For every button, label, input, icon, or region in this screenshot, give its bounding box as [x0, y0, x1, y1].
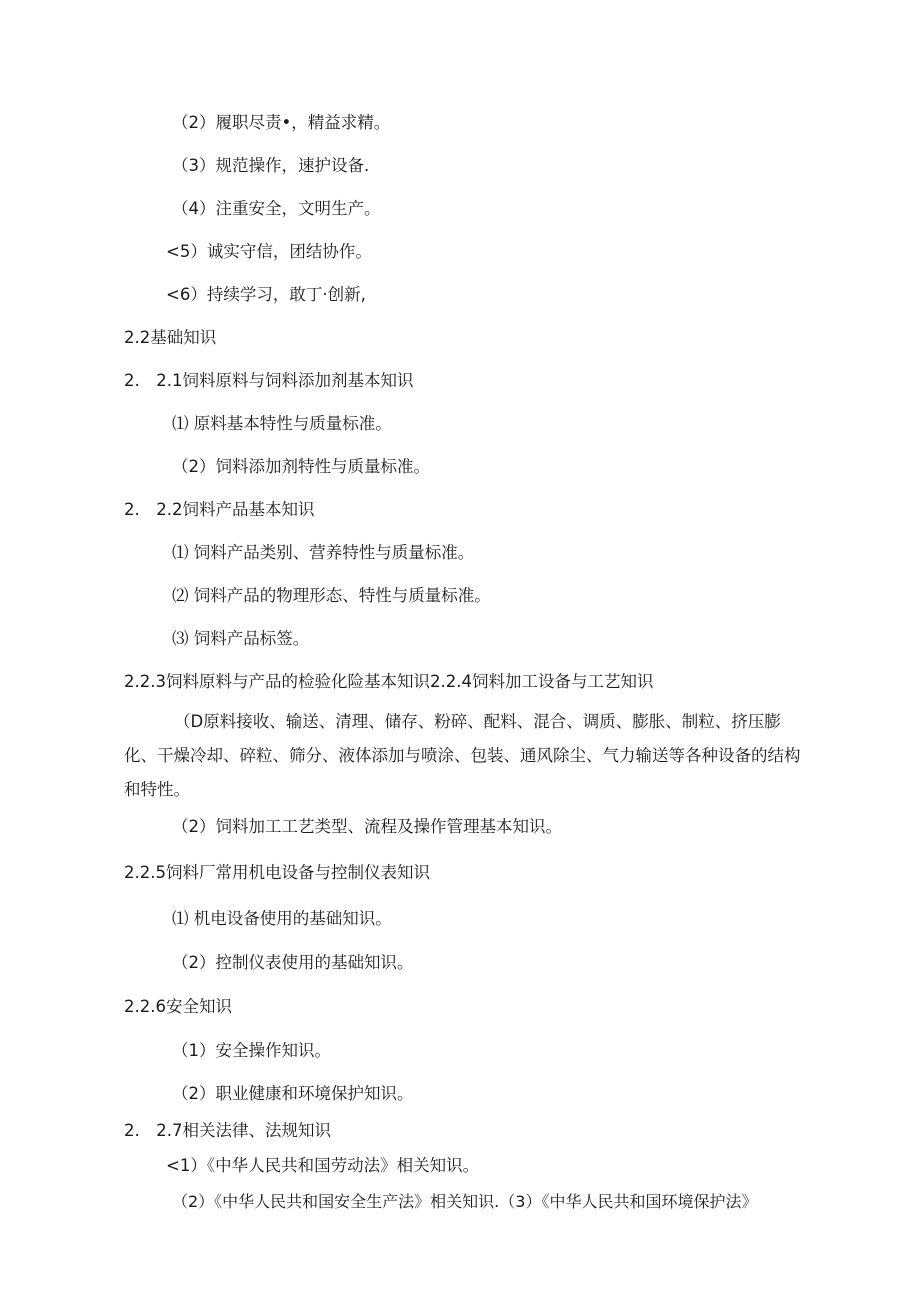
- paragraph: （D原料接收、输送、清理、储存、粉碎、配料、混合、调质、膨胀、制粒、挤压膨化、干燥冷却、碎粒、筛分、液体添加与喷涂、包装、通风除尘、气力输送等各种设备的结构和特性。: [124, 712, 801, 799]
- list-item: （2）控制仪表使用的基础知识。: [172, 953, 414, 972]
- list-item: ⑴ 饲料产品类别、营养特性与质量标准。: [172, 543, 475, 562]
- list-item: （4）注重安全，文明生产。: [172, 199, 381, 218]
- list-item: （1）安全操作知识。: [172, 1041, 331, 1060]
- section-heading: 2.2基础知识: [124, 328, 217, 347]
- subsection-heading: 2. 2.7相关法律、法规知识: [124, 1121, 331, 1140]
- list-item: （2）饲料加工工艺类型、流程及操作管理基本知识。: [172, 817, 562, 836]
- subsection-heading: 2. 2.2饲料产品基本知识: [124, 500, 315, 519]
- list-item: （2）履职尽责•，精益求精。: [172, 113, 391, 132]
- list-item: ⑶ 饲料产品标签。: [172, 629, 310, 648]
- list-item: ⑴ 原料基本特性与质量标准。: [172, 414, 392, 433]
- list-item: （2）饲料添加剂特性与质量标准。: [172, 457, 430, 476]
- list-item: （2）《中华人民共和国安全生产法》相关知识.（3）《中华人民共和国环境保护法》: [172, 1192, 758, 1211]
- list-item: ⑵ 饲料产品的物理形态、特性与质量标准。: [172, 586, 491, 605]
- list-item: （2）职业健康和环境保护知识。: [172, 1084, 414, 1103]
- subsection-heading: 2.2.6安全知识: [124, 997, 232, 1016]
- subsection-heading: 2.2.5饲料厂常用机电设备与控制仪表知识: [124, 863, 430, 882]
- list-item: <6）持续学习，敢丁·创新,: [166, 285, 366, 304]
- list-item: <1）《中华人民共和国劳动法》相关知识。: [166, 1156, 480, 1175]
- list-item: ⑴ 机电设备使用的基础知识。: [172, 909, 392, 928]
- list-item: <5）诚实守信，团结协作。: [166, 242, 372, 261]
- list-item: （3）规范操作，速护设备.: [172, 156, 370, 175]
- subsection-heading: 2.2.3饲料原料与产品的检验化险基本知识2.2.4饲料加工设备与工艺知识: [124, 672, 654, 691]
- subsection-heading: 2. 2.1饲料原料与饲料添加剂基本知识: [124, 371, 414, 390]
